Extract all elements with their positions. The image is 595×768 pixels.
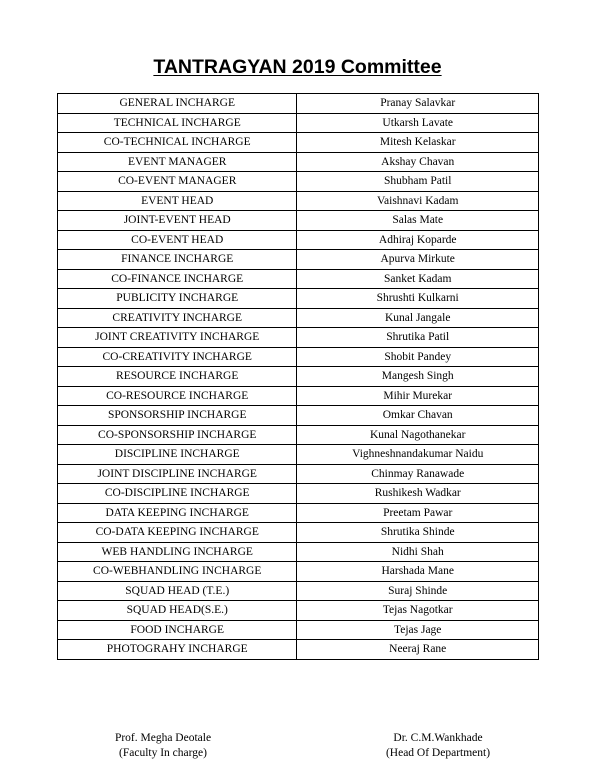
member-name-cell: Sanket Kadam: [297, 269, 539, 289]
role-cell: DISCIPLINE INCHARGE: [58, 445, 297, 465]
member-name-cell: Shrutika Shinde: [297, 523, 539, 543]
role-cell: EVENT HEAD: [58, 191, 297, 211]
role-cell: FOOD INCHARGE: [58, 620, 297, 640]
table-row: [58, 191, 539, 211]
table-row: [58, 152, 539, 172]
role-cell: DATA KEEPING INCHARGE: [58, 503, 297, 523]
role-cell: FINANCE INCHARGE: [58, 250, 297, 270]
table-row: [58, 133, 539, 153]
member-name-cell: Nidhi Shah: [297, 542, 539, 562]
member-name-cell: Shrushti Kulkarni: [297, 289, 539, 309]
role-cell: TECHNICAL INCHARGE: [58, 113, 297, 133]
role-cell: GENERAL INCHARGE: [58, 94, 297, 114]
member-name-cell: Mihir Murekar: [297, 386, 539, 406]
table-row: [58, 445, 539, 465]
table-row: [58, 386, 539, 406]
role-cell: PUBLICITY INCHARGE: [58, 289, 297, 309]
table-row: [58, 347, 539, 367]
table-row: [58, 269, 539, 289]
signature-faculty-incharge: [98, 731, 228, 761]
role-cell: JOINT CREATIVITY INCHARGE: [58, 328, 297, 348]
table-row: [58, 289, 539, 309]
committee-table: [57, 93, 539, 660]
signature-head-of-department: [372, 731, 504, 761]
role-cell: SPONSORSHIP INCHARGE: [58, 406, 297, 426]
role-cell: CO-CREATIVITY INCHARGE: [58, 347, 297, 367]
member-name-cell: Pranay Salavkar: [297, 94, 539, 114]
role-cell: CO-TECHNICAL INCHARGE: [58, 133, 297, 153]
signature-name: Prof. Megha Deotale: [114, 732, 212, 744]
role-cell: CO-FINANCE INCHARGE: [58, 269, 297, 289]
table-row: [58, 308, 539, 328]
member-name-cell: Neeraj Rane: [297, 640, 539, 660]
role-cell: SQUAD HEAD (T.E.): [58, 581, 297, 601]
table-row: [58, 113, 539, 133]
member-name-cell: Harshada Mane: [297, 562, 539, 582]
role-cell: CO-RESOURCE INCHARGE: [58, 386, 297, 406]
member-name-cell: Adhiraj Koparde: [297, 230, 539, 250]
member-name-cell: Chinmay Ranawade: [297, 464, 539, 484]
table-row: [58, 562, 539, 582]
signature-name: Dr. C.M.Wankhade: [393, 732, 483, 744]
role-cell: JOINT DISCIPLINE INCHARGE: [58, 464, 297, 484]
table-row: [58, 523, 539, 543]
member-name-cell: Utkarsh Lavate: [297, 113, 539, 133]
table-row: [58, 425, 539, 445]
member-name-cell: Vaishnavi Kadam: [297, 191, 539, 211]
role-cell: CO-DISCIPLINE INCHARGE: [58, 484, 297, 504]
member-name-cell: Omkar Chavan: [297, 406, 539, 426]
role-cell: WEB HANDLING INCHARGE: [58, 542, 297, 562]
committee-table-body: [58, 94, 539, 660]
member-name-cell: Shobit Pandey: [297, 347, 539, 367]
member-name-cell: Suraj Shinde: [297, 581, 539, 601]
member-name-cell: Mitesh Kelaskar: [297, 133, 539, 153]
table-row: [58, 464, 539, 484]
table-row: [58, 250, 539, 270]
table-row: [58, 230, 539, 250]
member-name-cell: Kunal Jangale: [297, 308, 539, 328]
member-name-cell: Shrutika Patil: [297, 328, 539, 348]
member-name-cell: Preetam Pawar: [297, 503, 539, 523]
role-cell: CO-DATA KEEPING INCHARGE: [58, 523, 297, 543]
member-name-cell: Salas Mate: [297, 211, 539, 231]
member-name-cell: Shubham Patil: [297, 172, 539, 192]
role-cell: CO-SPONSORSHIP INCHARGE: [58, 425, 297, 445]
member-name-cell: Vighneshnandakumar Naidu: [297, 445, 539, 465]
role-cell: CO-EVENT MANAGER: [58, 172, 297, 192]
table-row: [58, 542, 539, 562]
signature-designation: (Head Of Department): [385, 747, 491, 759]
role-cell: EVENT MANAGER: [58, 152, 297, 172]
signature-designation: (Faculty In charge): [119, 747, 207, 759]
role-cell: JOINT-EVENT HEAD: [58, 211, 297, 231]
table-row: [58, 211, 539, 231]
role-cell: PHOTOGRAHY INCHARGE: [58, 640, 297, 660]
table-row: [58, 581, 539, 601]
page-title: TANTRAGYAN 2019 Committee: [153, 56, 442, 78]
table-row: [58, 484, 539, 504]
table-row: [58, 367, 539, 387]
role-cell: CO-WEBHANDLING INCHARGE: [58, 562, 297, 582]
member-name-cell: Mangesh Singh: [297, 367, 539, 387]
table-row: [58, 406, 539, 426]
member-name-cell: Rushikesh Wadkar: [297, 484, 539, 504]
table-row: [58, 94, 539, 114]
table-row: [58, 328, 539, 348]
table-row: [58, 503, 539, 523]
member-name-cell: Kunal Nagothanekar: [297, 425, 539, 445]
member-name-cell: Tejas Jage: [297, 620, 539, 640]
member-name-cell: Tejas Nagotkar: [297, 601, 539, 621]
table-row: [58, 620, 539, 640]
member-name-cell: Akshay Chavan: [297, 152, 539, 172]
table-row: [58, 172, 539, 192]
role-cell: CO-EVENT HEAD: [58, 230, 297, 250]
role-cell: CREATIVITY INCHARGE: [58, 308, 297, 328]
role-cell: SQUAD HEAD(S.E.): [58, 601, 297, 621]
table-row: [58, 601, 539, 621]
member-name-cell: Apurva Mirkute: [297, 250, 539, 270]
table-row: [58, 640, 539, 660]
role-cell: RESOURCE INCHARGE: [58, 367, 297, 387]
